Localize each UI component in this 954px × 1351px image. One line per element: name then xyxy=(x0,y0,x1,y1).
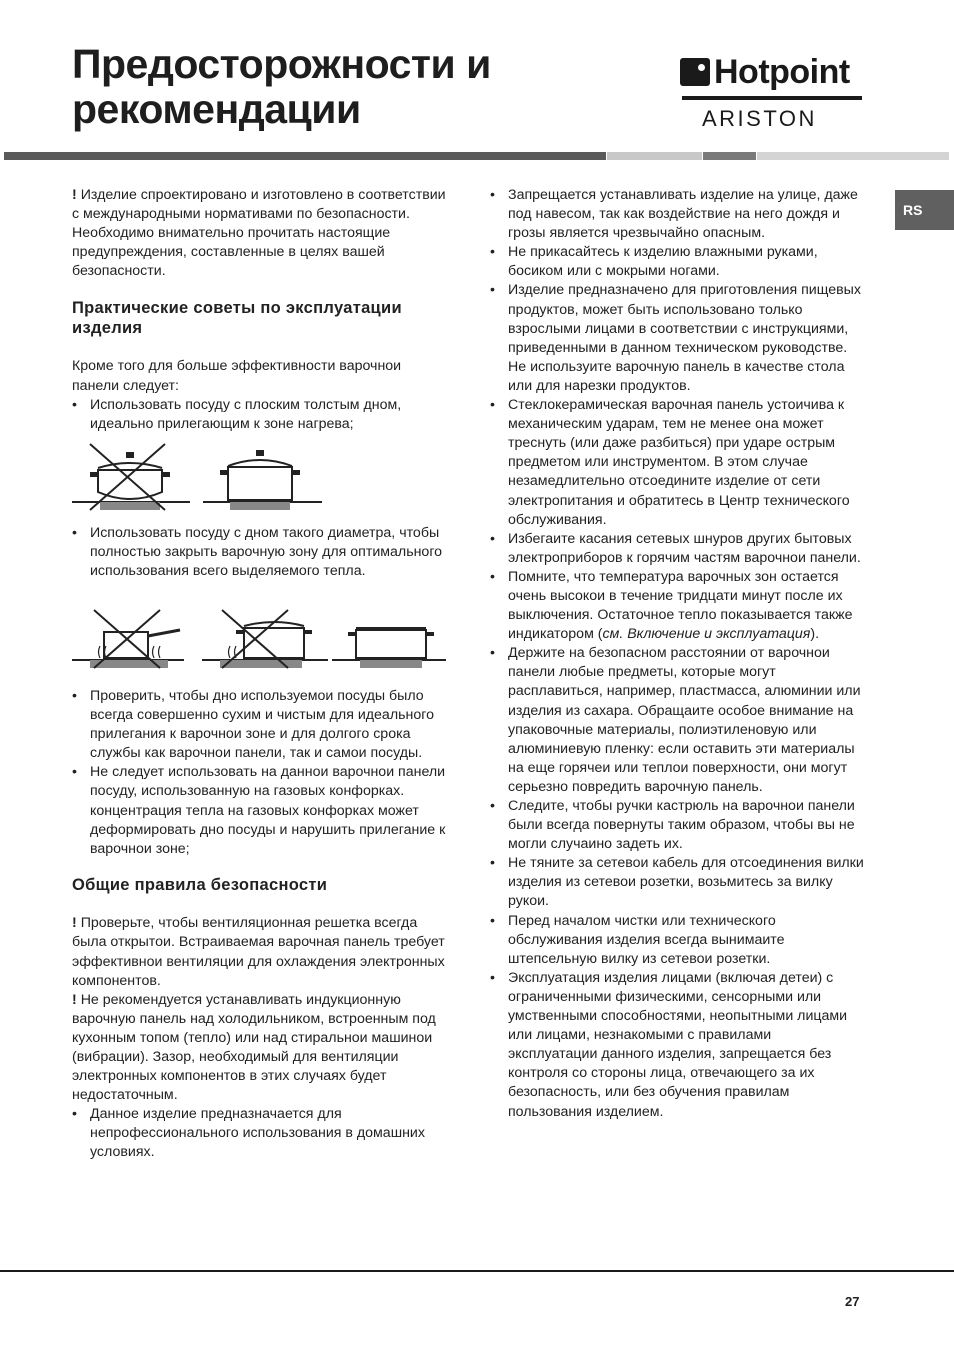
left-column-bottom xyxy=(72,687,448,1163)
logo-square-icon xyxy=(680,58,710,86)
list-item xyxy=(490,243,864,281)
list-item-text: Использовать посуду с дном такого диаметра, чтобы полностью закрыть варочную зону для оптимального использования всего выделяемого тепла. xyxy=(90,525,443,580)
title-line-2: рекомендации xyxy=(72,86,361,132)
bullet: • xyxy=(490,568,495,585)
header-bar-light xyxy=(607,152,702,160)
list-item xyxy=(72,396,448,434)
bullet: • xyxy=(490,645,495,662)
bullet: • xyxy=(490,282,495,299)
warning-mark: ! xyxy=(72,991,77,1008)
warning-paragraph xyxy=(72,991,448,1106)
list-item-text: Следите, чтобы ручки кастрюль на варочнои панели были всегда повернуты таким образом, чтобы вы не могли случаино задеть их. xyxy=(508,798,855,853)
list-item-text: Изделие предназначено для приготовления пищевых продуктов, может быть использовано только взрослыми лицами в соответствии с инструкциями, приведенными в данном техническом руководстве. Не используите варочную панель в качестве стола или для нарезки продуктов. xyxy=(508,282,861,394)
bullet: • xyxy=(72,525,77,541)
list-item-text: Эксплуатация изделия лицами (включая детеи) с ограниченными физическими, сенсорными или умственными способностями, неопытными лицами или лицами, незнакомыми с правилами эксплуатации данного изделия, запрещается без контроля со стороны лица, отвечающего за их безопасность, или без обучения правилам пользования изделием. xyxy=(508,969,848,1120)
list-item xyxy=(490,912,864,969)
small-pot-wrong-icon xyxy=(72,610,184,668)
warning-text: Не рекомендуется устанавливать индукционную варочную панель над холодильником, встроенным под кухонным топом (тепло) или над стиральнои машинои (вибрации). Зазор, необходимый для вентиляции электронных компонентов в этих случаях будет недостаточным. xyxy=(72,991,436,1104)
list-item xyxy=(490,969,864,1122)
brand-mark xyxy=(680,54,850,90)
list-item xyxy=(490,568,864,644)
list-item-text: Проверить, чтобы дно используемои посуды было всегда совершенно сухим и чистым для идеального прилегания к варочнои зоне и для долгого срока службы как варочнои панели, так и самои посуды. xyxy=(90,688,434,762)
list-item xyxy=(490,530,864,568)
flat-pot-illustration xyxy=(70,440,325,515)
list-item-text: Помните, что температура варочных зон остается очень высокои в течение тридцати минут после их выключения. Остаточное тепло показывается также индикатором ( xyxy=(508,568,853,643)
list-item xyxy=(490,396,864,530)
bullet: • xyxy=(72,1106,77,1123)
matching-pot-correct-icon xyxy=(332,628,446,668)
section-safety-title: Общие правила безопасности xyxy=(72,875,328,894)
header-bar-mid xyxy=(703,152,756,160)
list-item-text: Перед началом чистки или технического обслуживания изделия всегда вынимаите штепсельную вилку из сетевои розетки. xyxy=(508,912,785,967)
bullet: • xyxy=(72,688,77,704)
list-item-text: Не прикасайтесь к изделию влажными руками, босиком или с мокрыми ногами. xyxy=(508,244,818,280)
brand-logo xyxy=(680,52,865,132)
header-bar-dark xyxy=(4,152,606,160)
list-item xyxy=(490,186,864,243)
list-item-text: Держите на безопасном расстоянии от варочнои панели любые предметы, которые могут расплавиться, например, пластмасса, алюминии или изделия из сахара. Обращаите особое внимание на упаковочные материалы, полиэтиленовую или алюминиевую пленку: если оставить эти материалы на еще горячеи или теплои поверхности, они могут серьезно повредить варочную панель. xyxy=(508,645,861,795)
list-item xyxy=(490,281,864,396)
left-column-top xyxy=(72,186,448,434)
pot-diameter-illustration xyxy=(70,606,448,674)
bullet: • xyxy=(490,969,495,986)
medium-pot-wrong-icon xyxy=(202,610,328,668)
list-item-text: Использовать посуду с плоским толстым дном, идеально прилегающим к зоне нагрева; xyxy=(90,396,402,432)
bullet: • xyxy=(72,764,77,781)
list-item-text: Запрещается устанавливать изделие на улице, даже под навесом, так как воздействие на него дождя и грозы является чрезвычайно опасным. xyxy=(508,187,858,242)
list-item-text: Стеклокерамическая варочная панель устоичива к механическим ударам, тем не менее она может треснуть (или даже разбиться) при ударе острым предметом или инструментом. В этом случае незамедлительно отсоедините изделие от сети электропитания и обратитесь в Центр технического обслуживания. xyxy=(508,397,850,528)
section-practical-intro: Кроме того для больше эффективности варочнои панели следует: xyxy=(72,358,402,394)
bullet: • xyxy=(490,530,495,547)
bullet: • xyxy=(490,397,495,414)
list-item xyxy=(72,524,448,581)
page-number: 27 xyxy=(845,1294,860,1309)
brand-sub: ARISTON xyxy=(702,106,817,131)
language-tab: RS xyxy=(895,190,954,230)
list-item xyxy=(490,854,864,911)
bullet: • xyxy=(72,396,77,413)
warning-text: Проверьте, чтобы вентиляционная решетка всегда была открытои. Встраиваемая варочная панель требует эффективнои вентиляции для охлаждения электронных компонентов. xyxy=(72,915,445,989)
title-line-1: Предосторожности и xyxy=(72,41,491,87)
list-item-text: Не тяните за сетевои кабель для отсоединения вилки изделия из сетевои розетки, возьмитесь за вилку рукои. xyxy=(508,855,864,910)
list-item-text: Не следует использовать на даннои варочнои панели посуду, использованную на газовых конфорках. концентрация тепла на газовых конфорках может деформировать дно посуды и нарушить прилегание к варочнои зоне; xyxy=(90,764,446,857)
bullet: • xyxy=(490,855,495,872)
list-item xyxy=(72,763,448,858)
warning-mark: ! xyxy=(72,187,77,203)
warning-mark: ! xyxy=(72,915,77,932)
list-item-text: Данное изделие предназначается для непрофессионального использования в домашних условиях. xyxy=(90,1106,425,1161)
bullet: • xyxy=(490,912,495,929)
list-item xyxy=(490,644,864,797)
logo-rule xyxy=(682,96,862,100)
section-practical-title: Практические советы по эксплуатации изделия xyxy=(72,299,402,337)
warning-paragraph xyxy=(72,914,448,990)
bullet: • xyxy=(490,798,495,814)
footer-rule xyxy=(0,1270,954,1272)
intro-paragraph xyxy=(72,186,448,281)
bullet: • xyxy=(490,244,495,261)
brand-name: Hotpoint xyxy=(714,53,850,91)
list-item xyxy=(72,687,448,763)
page-title xyxy=(72,42,491,132)
header-bar-light-2 xyxy=(757,152,949,160)
list-item xyxy=(490,797,864,854)
cross-reference: см. Включение и эксплуатация xyxy=(602,626,811,643)
flat-pot-correct-icon xyxy=(203,450,322,510)
list-item-text-end: ). xyxy=(810,626,820,643)
right-column xyxy=(490,186,864,1122)
bullet: • xyxy=(490,187,495,203)
intro-text: Изделие спроектировано и изготовлено в соответствии с международными нормативами по безопасности. Необходимо внимательно прочитать настоящие предупреждения, составленные в целях вашей безопасности. xyxy=(72,187,446,280)
list-item-text: Избегаите касания сетевых шнуров других бытовых электроприборов к горячим частям варочнои панели. xyxy=(508,530,861,566)
left-column-bullet2 xyxy=(72,524,448,581)
warped-pot-wrong-icon xyxy=(72,444,190,510)
list-item xyxy=(72,1105,448,1162)
